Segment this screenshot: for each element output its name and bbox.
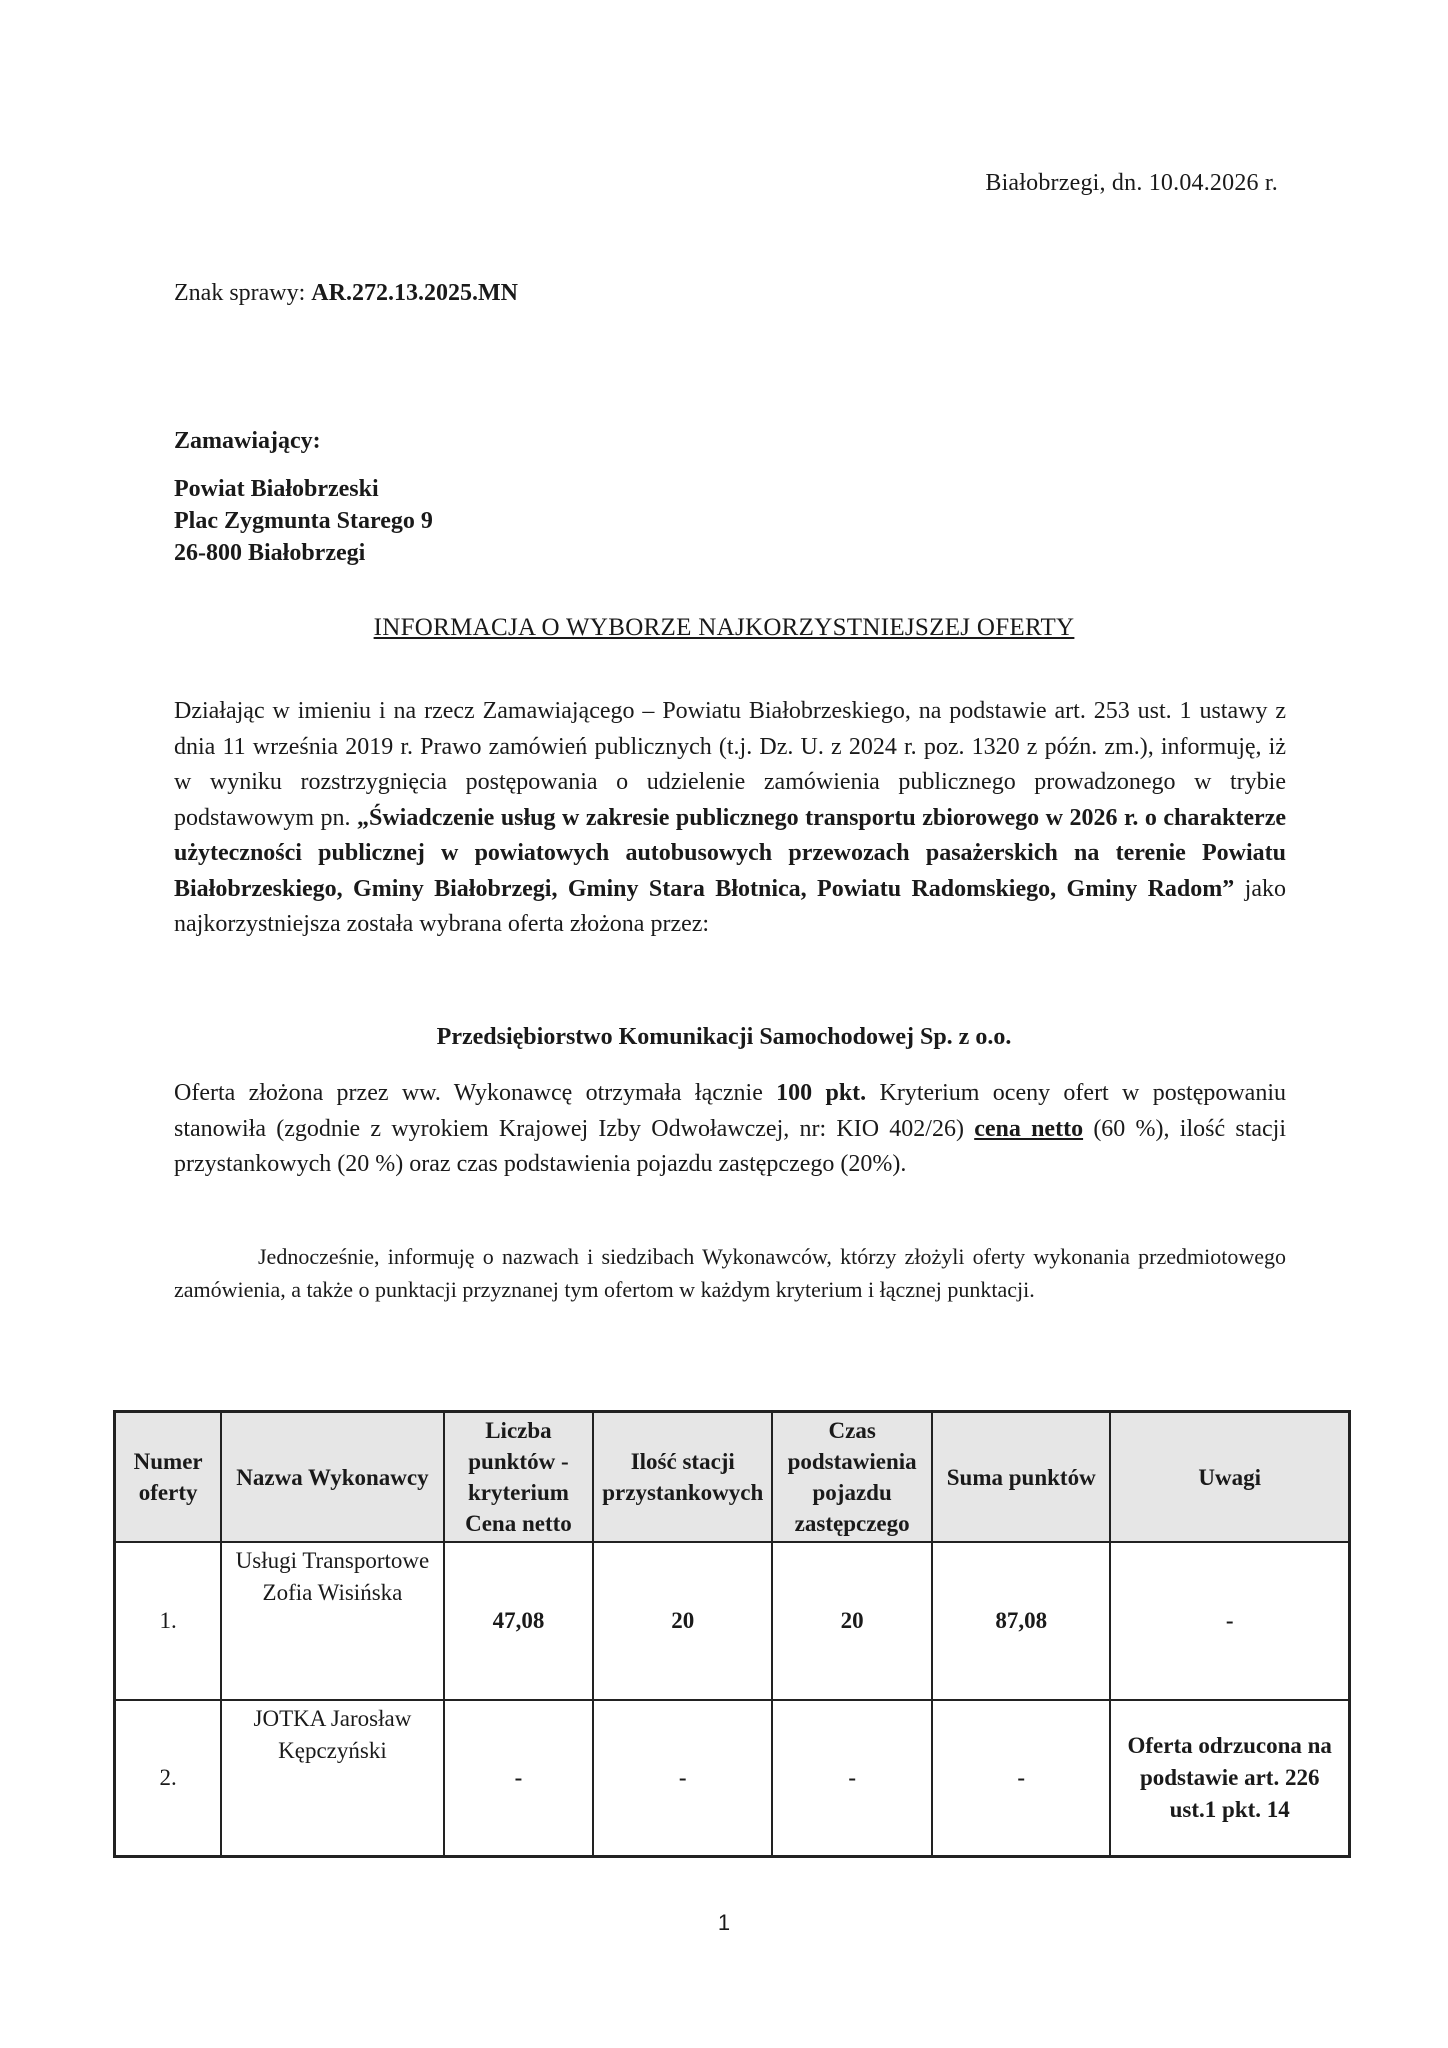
contractors-info-text: Jednocześnie, informuję o nazwach i siedzibach Wykonawców, którzy złożyli oferty wykonania przedmiotowego zamówienia, a także o punktacji przyznanej tym ofertom w każdym kryterium i łącznej punktacji. xyxy=(174,1244,1286,1302)
buyer-street: Plac Zygmunta Starego 9 xyxy=(174,508,433,534)
buyer-city: 26-800 Białobrzegi xyxy=(174,540,366,566)
case-reference-label: Znak sprawy: xyxy=(174,280,306,306)
header-contractor-name: Nazwa Wykonawcy xyxy=(221,1412,443,1543)
paragraph-contractors-info xyxy=(174,1240,1286,1306)
buyer-name: Powiat Białobrzeski xyxy=(174,476,379,502)
buyer-block xyxy=(174,425,433,569)
paragraph-legal-basis xyxy=(174,694,1286,943)
cell-contractor-name: Usługi Transportowe Zofia Wisińska xyxy=(221,1542,443,1700)
page-number: 1 xyxy=(717,1910,731,1935)
tender-name: „Świadczenie usług w zakresie publicznego transportu zbiorowego w 2026 r. o charakterze użyteczności publicznej w powiatowych autobusowych przewozach pasażerskich na terenie Powiatu Białobrzeskiego, Gminy Białobrzegi, Gminy Stara Błotnica, Powiatu Radomskiego, Gminy Radom” xyxy=(174,804,1286,902)
results-table xyxy=(113,1410,1351,1858)
paragraph-evaluation xyxy=(174,1076,1286,1183)
cell-total-points: 87,08 xyxy=(932,1542,1110,1700)
evaluation-text-2: Kryterium oceny ofert w postępowaniu stanowiła (zgodnie z wyrokiem Krajowej Izby Odwoławczej, nr: KIO 402/26) xyxy=(174,1080,1287,1142)
cell-notes: Oferta odrzucona na podstawie art. 226 ust.1 pkt. 14 xyxy=(1110,1700,1349,1857)
cell-notes: - xyxy=(1110,1542,1349,1700)
cell-price-points: 47,08 xyxy=(444,1542,594,1700)
cell-total-points: - xyxy=(932,1700,1110,1857)
paragraph-legal-basis-intro: Działając w imieniu i na rzecz Zamawiającego – Powiatu Białobrzeskiego, na podstawie art. 253 ust. 1 ustawy z dnia 11 września 2019 r. Prawo zamówień publicznych (t.j. Dz. U. z 2024 r. poz. 1320 z późn. zm.), informuję, iż w wyniku rozstrzygnięcia postępowania o udzielenie zamówienia publicznego prowadzonego w trybie podstawowym pn. xyxy=(174,698,1286,831)
total-points: 100 pkt. xyxy=(776,1080,867,1106)
header-price-points: Liczba punktów - kryterium Cena netto xyxy=(444,1412,594,1543)
cell-stations: - xyxy=(593,1700,772,1857)
header-notes: Uwagi xyxy=(1110,1412,1349,1543)
cell-replacement-time: - xyxy=(772,1700,932,1857)
cell-replacement-time: 20 xyxy=(772,1542,932,1700)
cell-stations: 20 xyxy=(593,1542,772,1700)
place-and-date: Białobrzegi, dn. 10.04.2026 r. xyxy=(985,170,1278,196)
table-row xyxy=(115,1700,1350,1857)
header-offer-number: Numer oferty xyxy=(115,1412,222,1543)
cell-contractor-name: JOTKA Jarosław Kępczyński xyxy=(221,1700,443,1857)
evaluation-text-3: (60 %), ilość stacji przystankowych (20 %) oraz czas podstawienia pojazdu zastępczego (20%). xyxy=(174,1115,1286,1177)
case-reference-value: AR.272.13.2025.MN xyxy=(311,280,518,306)
table-row xyxy=(115,1542,1350,1700)
cell-price-points: - xyxy=(444,1700,594,1857)
header-stations: Ilość stacji przystankowych xyxy=(593,1412,772,1543)
header-total-points: Suma punktów xyxy=(932,1412,1110,1543)
buyer-label: Zamawiający: xyxy=(174,428,321,454)
header-replacement-time: Czas podstawienia pojazdu zastępczego xyxy=(772,1412,932,1543)
paragraph-legal-basis-outro: jako najkorzystniejsza została wybrana oferta złożona przez: xyxy=(174,875,1286,937)
main-criterion: cena netto xyxy=(974,1115,1084,1142)
document-title: INFORMACJA O WYBORZE NAJKORZYSTNIEJSZEJ OFERTY xyxy=(373,614,1075,641)
table-header-row xyxy=(115,1412,1350,1543)
case-reference xyxy=(174,280,518,307)
evaluation-text-1: Oferta złożona przez ww. Wykonawcę otrzymała łącznie xyxy=(174,1080,777,1106)
cell-offer-number: 1. xyxy=(115,1542,222,1700)
winning-contractor: Przedsiębiorstwo Komunikacji Samochodowej Sp. z o.o. xyxy=(436,1024,1012,1050)
cell-offer-number: 2. xyxy=(115,1700,222,1857)
